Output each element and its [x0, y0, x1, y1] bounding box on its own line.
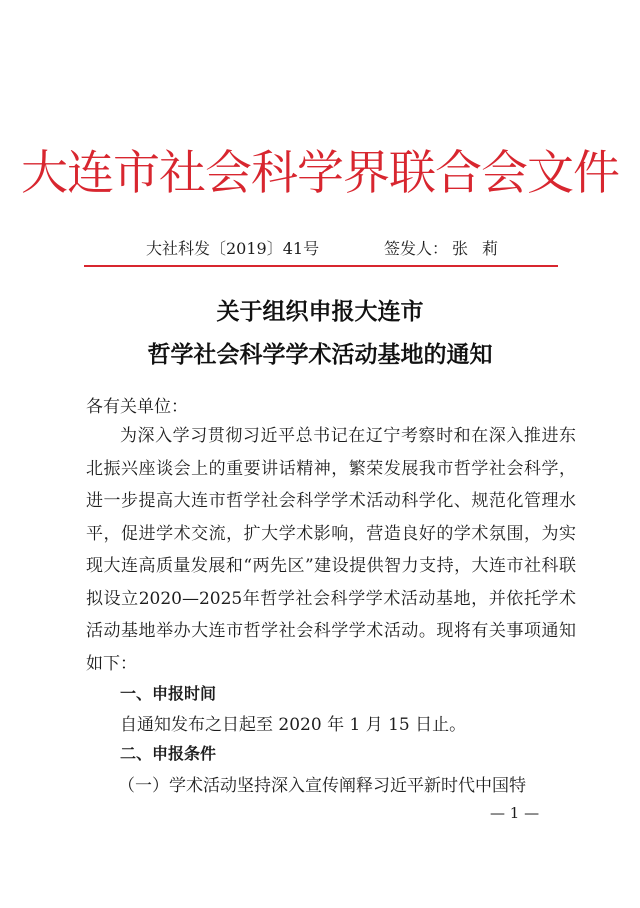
document-header-title: 大连市社会科学界联合会文件 [21, 146, 619, 201]
section-1-text: 自通知发布之日起至 2020 年 1 月 15 日止。 [120, 715, 467, 735]
intro-paragraph: 为深入学习贯彻习近平总书记在辽宁考察时和在深入推进东北振兴座谈会上的重要讲话精神，繁荣发展我市哲学社会科学，进一步提高大连市哲学社会科学学术活动科学化、规范化管理水平，促进学术交流，扩大学术影响，营造良好的学术氛围，为实现大连高质量发展和“两先区”建设提供智力支持，大连市社科联拟设立2020—2025年哲学社会科学学术活动基地，并依托学术活动基地举办大连市哲学社会科学学术活动。现将有关事项通知如下： [86, 426, 576, 674]
section-heading-1: 一、申报时间 [120, 684, 217, 703]
issuer-label: 签发人： [384, 239, 449, 258]
issuer-line [384, 236, 512, 259]
document-title-line-1: 关于组织申报大连市 [216, 299, 424, 325]
section-heading-2: 二、申报条件 [120, 744, 217, 763]
issuer-name: 张莉 [452, 239, 513, 258]
section-2-item-1: （一）学术活动坚持深入宣传阐释习近平新时代中国特 [118, 776, 526, 796]
document-title-line-2: 哲学社会科学学术活动基地的通知 [147, 342, 493, 368]
salutation: 各有关单位： [86, 397, 188, 417]
page-number: — 1 — [490, 804, 540, 822]
header-divider [84, 265, 558, 267]
document-number: 大社科发〔2019〕41号 [146, 239, 320, 258]
